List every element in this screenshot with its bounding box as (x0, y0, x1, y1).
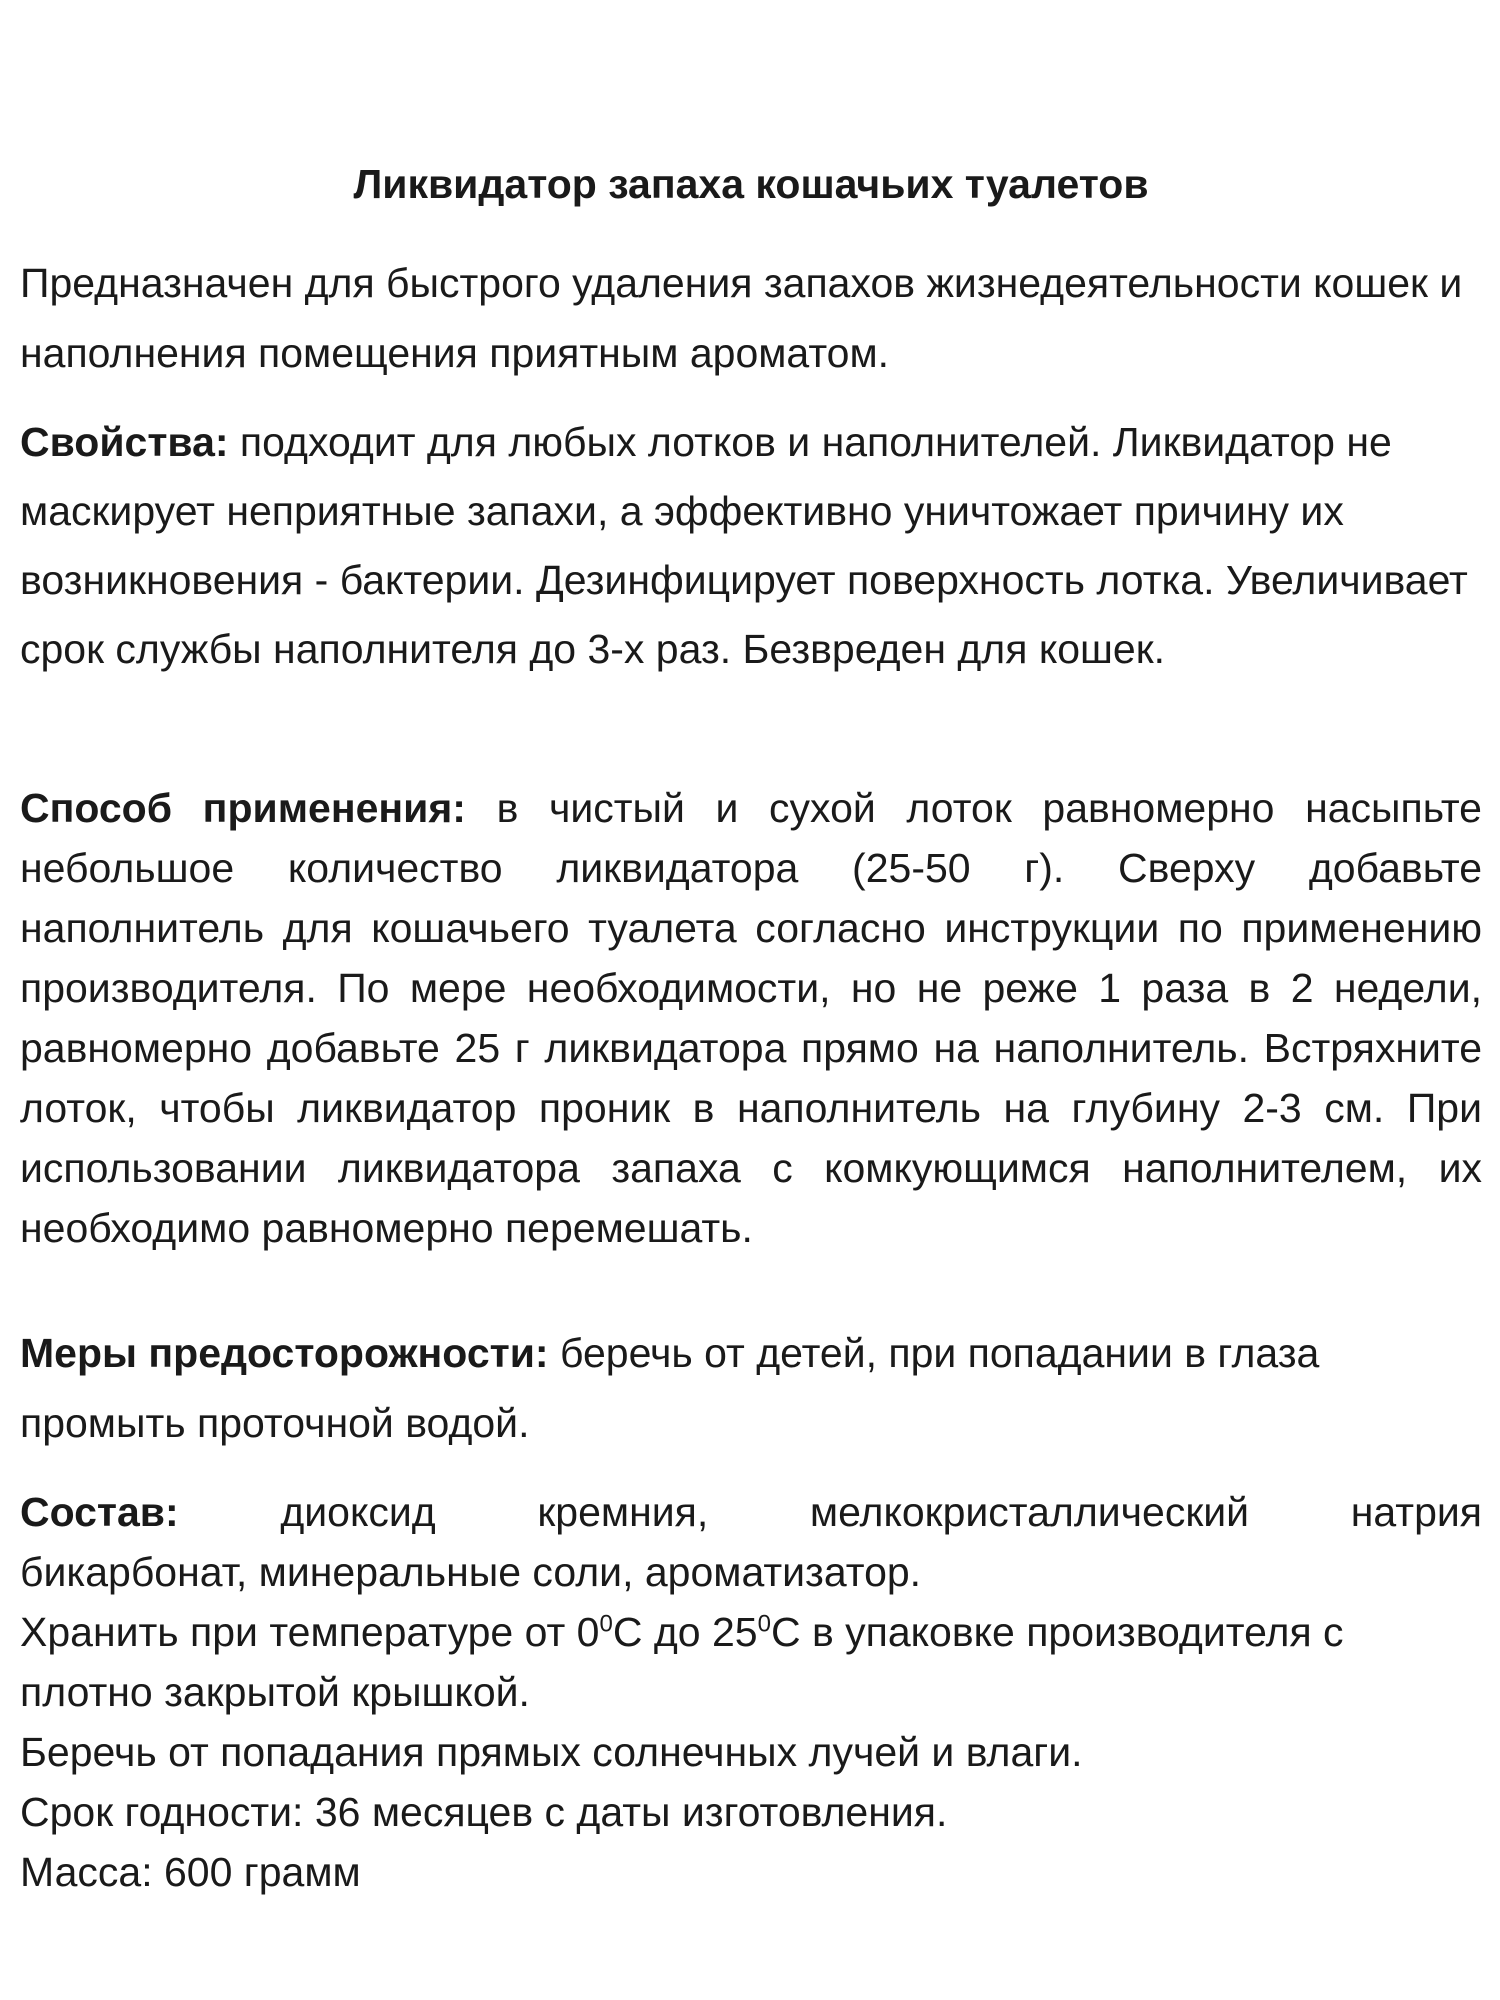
properties-text: подходит для любых лотков и наполнителей. Ликвидатор не маскирует неприятные запахи, а эффективно уничтожает причину их возникновения - бактерии. Дезинфицирует поверхность лотка. Увеличивает срок службы наполнителя до 3-х раз. Безвреден для кошек. (20, 419, 1468, 672)
intro-paragraph: Предназначен для быстрого удаления запахов жизнедеятельности кошек и наполнения помещения приятным ароматом. (20, 260, 1463, 376)
composition-line-2: бикарбонат, минеральные соли, ароматизатор. (20, 1549, 922, 1595)
properties-paragraph (20, 408, 1482, 684)
precautions-paragraph (20, 1318, 1482, 1458)
composition-label: Состав: (20, 1489, 179, 1535)
document-title: Ликвидатор запаха кошачьих туалетов (353, 161, 1149, 207)
usage-paragraph (20, 778, 1482, 1258)
composition-paragraph (20, 1482, 1482, 1602)
storage-text-2: С до 25 (612, 1609, 758, 1655)
degree-sup-2: 0 (757, 1610, 771, 1638)
usage-text: в чистый и сухой лоток равномерно насыпьте небольшое количество ликвидатора (25-50 г). Сверху добавьте наполнитель для кошачьего туалета согласно инструкции по применению производителя. По мере необходимости, но не реже 1 раза в 2 недели, равномерно добавьте 25 г ликвидатора прямо на наполнитель. Встряхните лоток, чтобы ликвидатор проник в наполнитель на глубину 2-3 см. При использовании ликвидатора запаха с комкующимся наполнителем, их необходимо равномерно перемешать. (20, 785, 1482, 1251)
sunlight-paragraph: Беречь от попадания прямых солнечных лучей и влаги. (20, 1729, 1083, 1775)
usage-label: Способ применения: (20, 785, 466, 831)
degree-sup-1: 0 (599, 1610, 613, 1638)
properties-label: Свойства: (20, 419, 229, 465)
storage-paragraph (20, 1602, 1482, 1722)
precautions-label: Меры предосторожности: (20, 1330, 549, 1376)
storage-text-1: Хранить при температуре от 0 (20, 1609, 600, 1655)
composition-line-1 (20, 1482, 1482, 1542)
mass-paragraph: Масса: 600 грамм (20, 1849, 361, 1895)
composition-text-1: диоксид кремния, мелкокристаллический натрия (178, 1489, 1482, 1535)
shelf-life-paragraph: Срок годности: 36 месяцев с даты изготовления. (20, 1789, 948, 1835)
document-page (20, 0, 1482, 2000)
storage-text-3: С в упаковке производителя с плотно закрытой крышкой. (20, 1609, 1344, 1715)
precautions-text: беречь от детей, при попадании в глаза промыть проточной водой. (20, 1330, 1320, 1446)
